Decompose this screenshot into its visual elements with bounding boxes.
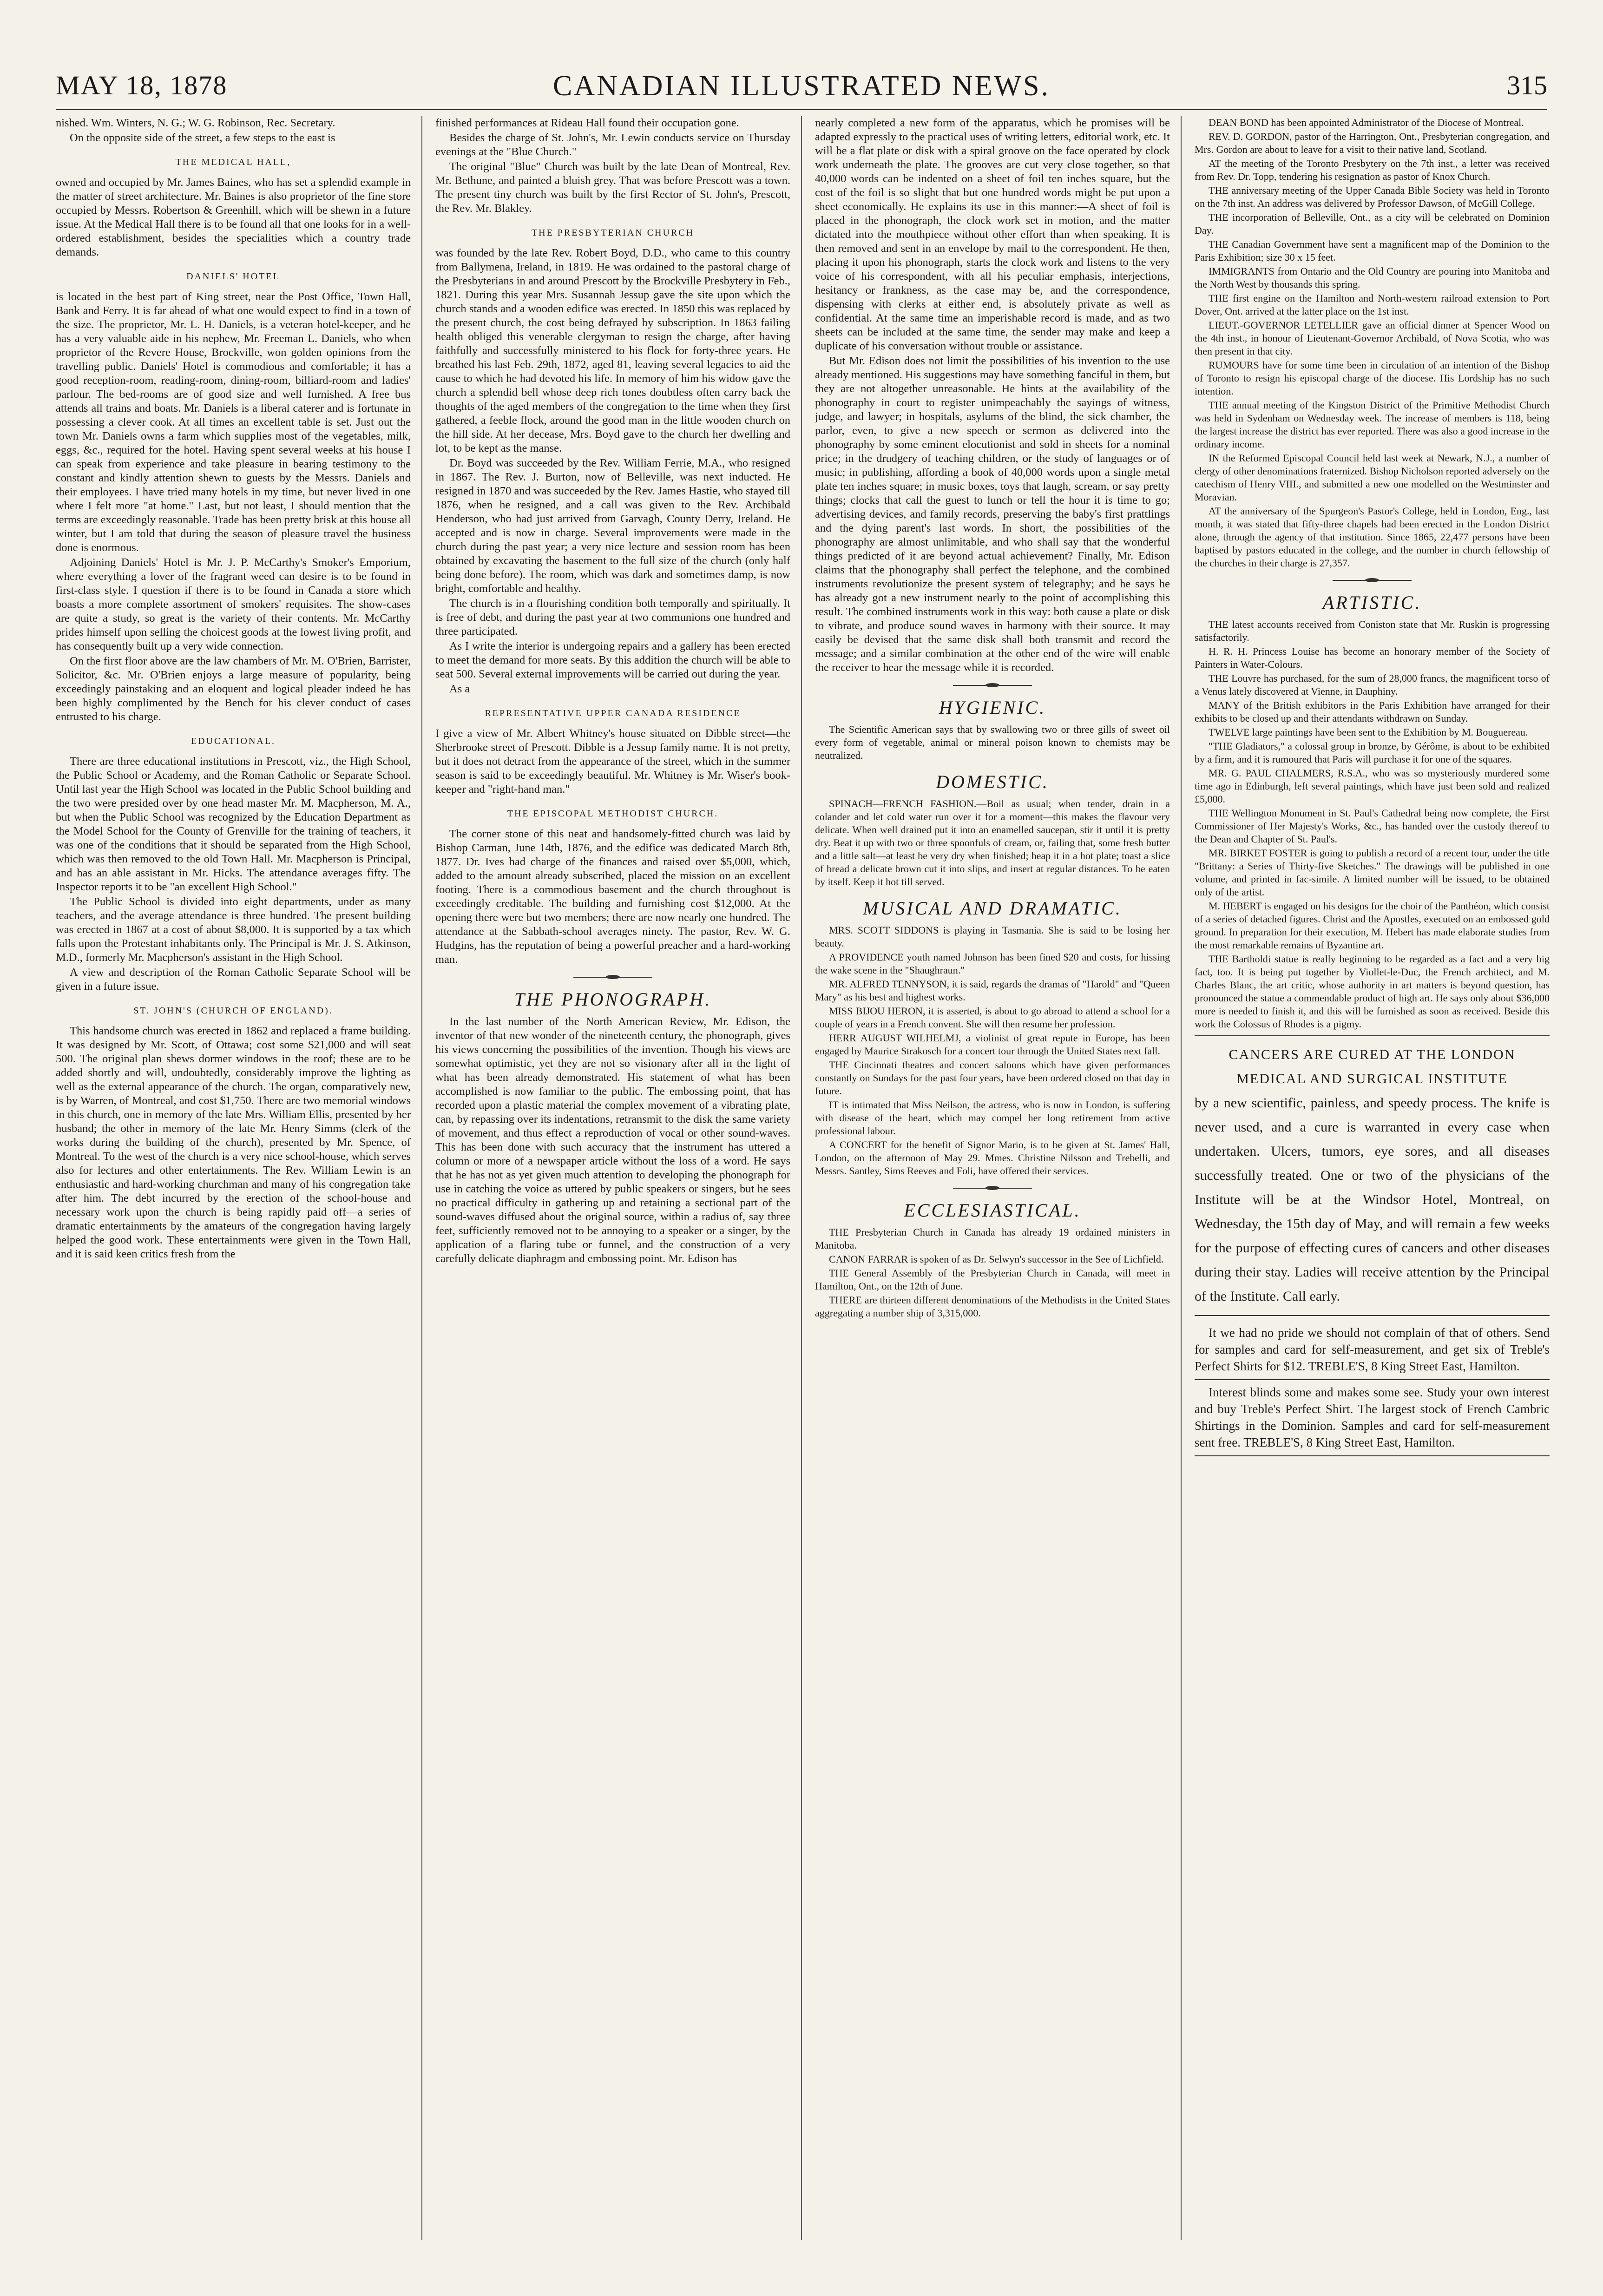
paragraph: MR. BIRKET FOSTER is going to publish a record of a recent tour, under the title "Brittany: a Series of Thirty-five Sketches." The drawings will be published in one volume, and printed in fac-simile. A limited number will be issued, to be obtained only of the artist. xyxy=(1195,847,1550,898)
paragraph: This handsome church was erected in 1862 and replaced a frame building. It was designed by Mr. Scott, of Ottawa; cost some $21,000 and will seat 500. The original plan shews dormer windows in the roof; these are to be added shortly and will, undoubtedly, considerably improve the lighting as well as the external appearance of the church. The organ, comparatively new, is by Warren, of Montreal, and cost $1,750. There are two memorial windows in this church, one in memory of the late Mrs. William Ellis, presented by her husband; the other in memory of the late Mr. Henry Simms (clerk of the works during the building of the church), presented by Mr. Spence, of Montreal. To the west of the church is a very nice school-house, which serves also for lectures and other entertainments. The Rev. William Lewin is an enthusiastic and hard-working churchman and many of his congregation take after him. The debt incurred by the erection of the school-house and necessary work upon the church is being rapidly paid off—a series of dramatic entertainments by the amateurs of the congregation having largely helped the good work. These entertainments were given in the Town Hall, and it is said keen critics fresh from the xyxy=(56,1025,411,1260)
paragraph: nished. Wm. Winters, N. G.; W. G. Robinson, Rec. Secretary. xyxy=(56,117,335,129)
masthead xyxy=(56,70,1547,112)
paragraph: The church is in a flourishing condition both temporally and spiritually. It is free of debt, and during the past year at two communions one hundred and three participated. xyxy=(435,597,790,638)
advertisement-trebles-shirts xyxy=(1195,1321,1550,1380)
paragraph: AT the anniversary of the Spurgeon's Pastor's College, held in London, Eng., last month, it was stated that fifty-three chapels had been erected in the London District alone, through the agency of that institution. Since 1865, 22,477 persons have been baptised by pastors educated in the college, and the number in church fellowship of the churches in their charge is 27,357. xyxy=(1195,505,1550,569)
advertisement-london-institute xyxy=(1195,1035,1550,1316)
paragraph: A PROVIDENCE youth named Johnson has been fined $20 and costs, for hissing the wake scene in the "Shaughraun." xyxy=(815,951,1170,976)
paragraph: On the opposite side of the street, a few steps to the east is xyxy=(70,132,335,144)
paragraph: I give a view of Mr. Albert Whitney's house situated on Dibble street—the Sherbrooke street of Prescott. Dibble is a Jessup family name. It is not pretty, but it does not detract from the appearance of the street, which in the summer season is said to be exceedingly beautiful. Mr. Whitney is Mr. Wiser's book-keeper and "right-hand man." xyxy=(435,727,790,796)
paragraph: THE Louvre has purchased, for the sum of 28,000 francs, the magnificent torso of a Venus lately discovered at Vienne, in Dauphiny. xyxy=(1195,672,1550,697)
section-title-phonograph: THE PHONOGRAPH. xyxy=(514,989,712,1010)
article-columns xyxy=(56,116,1550,2240)
paragraph: As I write the interior is undergoing repairs and a gallery has been erected to meet the demand for more seats. By this addition the church will be able to seat 500. Several external improvements will be carried out during the year. xyxy=(435,640,790,680)
paragraph: MISS BIJOU HERON, it is asserted, is about to go abroad to attend a school for a couple of years in a French convent. She will then resume her profession. xyxy=(815,1005,1170,1030)
paragraph: MRS. SCOTT SIDDONS is playing in Tasmania. She is said to be losing her beauty. xyxy=(815,924,1170,949)
paragraph: CANON FARRAR is spoken of as Dr. Selwyn's successor in the See of Lichfield. xyxy=(829,1253,1164,1265)
advertisement-trebles-cambric xyxy=(1195,1380,1550,1456)
advertisement-text: Interest blinds some and makes some see. Study your own interest and buy Treble's Perfect Shirt. The largest stock of French Cambric Shirtings in the Dominion. Samples and card for self-measurement sent free. TREBLE'S, 8 King Street East, Hamilton. xyxy=(1195,1385,1550,1449)
paragraph: IT is intimated that Miss Neilson, the actress, who is now in London, is suffering with disease of the heart, which may compel her long retirement from active professional labour. xyxy=(815,1099,1170,1137)
paragraph: There are three educational institutions in Prescott, viz., the High School, the Public School or Academy, and the Roman Catholic or Separate School. Until last year the High School was located in the Public School building and the two were presided over by one head master Mr. M. Macpherson, M. A., but when the Public School was recognized by the Education Department as the Model School for the County of Grenville for the training of teachers, it was one of the conditions that it should be separated from the High School, which was then removed to the old Town Hall. Mr. Macpherson is Principal, and has an able assistant in Mr. Hicks. The attendance averages fifty. The Inspector reports it to be "an excellent High School." xyxy=(56,755,411,893)
subheading-methodist-church: THE EPISCOPAL METHODIST CHURCH. xyxy=(507,809,719,819)
paragraph: HERR AUGUST WILHELMJ, a violinist of great repute in Europe, has been engaged by Maurice Strakosch for a concert tour through the United States next fall. xyxy=(815,1032,1170,1057)
paragraph: M. HEBERT is engaged on his designs for the choir of the Panthéon, which consist of a series of detached figures. Christ and the Apostles, executed on an embossed gold ground. In preparation for their execution, M. Hebert has made elaborate studies from the most remarkable remains of Byzantine art. xyxy=(1195,900,1550,951)
paragraph: IMMIGRANTS from Ontario and the Old Country are pouring into Manitoba and the North West by thousands this spring. xyxy=(1195,265,1550,290)
paragraph: In the last number of the North American Review, Mr. Edison, the inventor of that new wonder of the nineteenth century, the phonograph, gives his views concerning the possibilities of the invention. Though his views are somewhat optimistic, yet they are not so visionary after all in the light of what has been already demonstrated. His statement of what has been accomplished is now familiar to the public. The embossing point, that has recorded upon a plastic material the complex movement of a vibrating plate, can, by repassing over its indentations, retransmit to the disk the same variety of movement, and thus effect a reproduction of vocal or other sound-waves. This has been done with such accuracy that the instrument has uttered a column or more of a newspaper article without the loss of a word. He says that he has not as yet given much attention to developing the phonograph for use in catching the voice as uttered by public speakers or singers, but he sees no practical difficulty in gathering up and retaining a sectional part of the sound-waves diffused about the original source, within a radius of, say three feet, sufficiently removed not to be annoying to a speaker or a singer, by the application of a flaring tube or funnel, and the construction of a very carefully delicate diaphragm and embossing point. Mr. Edison has xyxy=(435,1015,790,1265)
paragraph: THE anniversary meeting of the Upper Canada Bible Society was held in Toronto on the 7th inst. An address was delivered by Professor Dawson, of McGill College. xyxy=(1195,184,1550,209)
paragraph: THE first engine on the Hamilton and North-western railroad extension to Port Dover, Ont. arrived at the latter place on the 1st inst. xyxy=(1195,292,1550,317)
paragraph: THE latest accounts received from Coniston state that Mr. Ruskin is progressing satisfactorily. xyxy=(1195,618,1550,643)
column-2 xyxy=(435,116,790,2240)
column-1 xyxy=(56,116,411,2240)
section-title-domestic: DOMESTIC. xyxy=(936,771,1049,792)
advertisement-heading: CANCERS ARE CURED AT THE LONDON MEDICAL AND SURGICAL INSTITUTE xyxy=(1229,1047,1516,1086)
section-title-hygienic: HYGIENIC. xyxy=(939,697,1046,718)
column-3 xyxy=(815,116,1170,2240)
paragraph: finished performances at Rideau Hall found their occupation gone. xyxy=(435,117,739,129)
column-4 xyxy=(1195,116,1550,2240)
issue-date: MAY 18, 1878 xyxy=(56,70,228,100)
paragraph: MR. ALFRED TENNYSON, it is said, regards the dramas of "Harold" and "Queen Mary" as his best and highest works. xyxy=(815,978,1170,1003)
paragraph: As a xyxy=(449,683,470,695)
paragraph: REV. D. GORDON, pastor of the Harrington, Ont., Presbyterian congregation, and Mrs. Gordon are about to leave for a visit to their native land, Scotland. xyxy=(1195,131,1550,155)
paragraph: On the first floor above are the law chambers of Mr. M. O'Brien, Barrister, Solicitor, &c. Mr. O'Brien enjoys a large measure of popularity, being exceedingly painstaking and an eloquent and logical pleader indeed he has been highly complimented by the Bench for his clever conduct of cases entrusted to his charge. xyxy=(56,655,411,723)
paragraph: LIEUT.-GOVERNOR LETELLIER gave an official dinner at Spencer Wood on the 4th inst., in honour of Lieutenant-Governor Archibald, of Nova Scotia, who was then present in that city. xyxy=(1195,319,1550,357)
paragraph: A view and description of the Roman Catholic Separate School will be given in a future issue. xyxy=(56,966,411,993)
subheading-daniels-hotel: DANIELS' HOTEL xyxy=(186,271,280,282)
paragraph: Besides the charge of St. John's, Mr. Lewin conducts service on Thursday evenings at the "Blue Church." xyxy=(435,132,790,158)
paragraph: A CONCERT for the benefit of Signor Mario, is to be given at St. James' Hall, London, on the afternoon of May 29. Mmes. Christine Nilsson and Trebelli, and Messrs. Santley, Sims Reeves and Foli, have offered their services. xyxy=(815,1139,1170,1177)
paragraph: Dr. Boyd was succeeded by the Rev. William Ferrie, M.A., who resigned in 1867. The Rev. J. Burton, now of Belleville, was next inducted. He resigned in 1870 and was succeeded by the Rev. James Hastie, who stayed till 1876, when he resigned, and a call was given to the Rev. Archibald Henderson, who had just arrived from Garvagh, County Derry, Ireland. He accepted and is now in charge. Several improvements were made in the church during the past year; a very nice lecture and session room has been obtained by excavating the basement to the full size of the church (only half being done before). The room, which was dark and sometimes damp, is now bright, comfortable and healthy. xyxy=(435,457,790,595)
newspaper-title: CANADIAN ILLUSTRATED NEWS. xyxy=(552,70,1051,102)
section-separator xyxy=(1333,578,1412,583)
section-separator xyxy=(573,975,652,980)
paragraph: THE Cincinnati theatres and concert saloons which have given performances constantly on Sundays for the past four years, have been ordered closed on that day in future. xyxy=(815,1059,1170,1097)
paragraph: THE annual meeting of the Kingston District of the Primitive Methodist Church was held in Sydenham on Wednesday week. The increase of members is 118, being the largest increase the district has ever reported. There was also a good increase in the ordinary income. xyxy=(1195,399,1550,450)
paragraph: THE Bartholdi statue is really beginning to be regarded as a fact and a very big fact, too. It is being put together by Viollet-le-Duc, the French architect, and M. Charles Blanc, the art critic, whose authority in art matters is beyond question, has pronounced the statue a commendable product of high art. He says only about $36,000 more is needed to finish it, and this will be furnished as soon as received. Beside this work the Colossus of Rhodes is a pigmy. xyxy=(1195,953,1550,1030)
section-title-musical-dramatic: MUSICAL AND DRAMATIC. xyxy=(863,898,1122,919)
paragraph: The Public School is divided into eight departments, under as many teachers, and the average attendance is three hundred. The present building was erected in 1867 at a cost of about $8,000. It is supported by a tax which falls upon the Protestant inhabitants only. The Principal is Mr. J. S. Atkinson, M.D., formerly Mr. Macpherson's assistant in the High School. xyxy=(56,895,411,964)
paragraph: TWELVE large paintings have been sent to the Exhibition by M. Bouguereau. xyxy=(1209,726,1528,738)
section-title-ecclesiastical: ECCLESIASTICAL. xyxy=(904,1200,1081,1221)
paragraph: THE Wellington Monument in St. Paul's Cathedral being now complete, the First Commissioner of Her Majesty's Works, &c., has handed over the custody thereof to the Dean and Chapter of St. Paul's. xyxy=(1195,807,1550,845)
section-separator xyxy=(953,1186,1032,1191)
masthead-rule xyxy=(56,108,1547,110)
paragraph: SPINACH—FRENCH FASHION.—Boil as usual; when tender, drain in a colander and let cold water run over it for a moment—this makes the flavour very delicate. When well drained put it into an enamelled saucepan, stir it until it is pretty dry. Beat it up with two or three spoonfuls of cream, or, failing that, some fresh butter and a little salt—at least be very dry when finished; heap it in a hot plate; toast a slice of bread a delicate brown cut it into slips, and insert at regular distances. To be eaten by itself. Keep it hot till served. xyxy=(815,798,1170,888)
subheading-st-johns: ST. JOHN'S (CHURCH OF ENGLAND). xyxy=(133,1006,333,1016)
paragraph: The original "Blue" Church was built by the late Dean of Montreal, Rev. Mr. Bethune, and painted a bluish grey. That was before Prescott was a town. The present tiny church was built by the first Rector of St. John's, Prescott, the Rev. Mr. Blakley. xyxy=(435,160,790,215)
paragraph: But Mr. Edison does not limit the possibilities of his invention to the use already mentioned. His suggestions may have something fanciful in them, but they are not altogether unreasonable. He hints at the availability of the phonography in court to register unimpeachably the sayings of witness, judge, and lawyer; in hospitals, asylums of the blind, the sick chamber, the parlor, even, to give a new speech or sermon as delivered into the phonography by some eminent elocutionist and sold in sheets for a nominal price; in the drudgery of teaching children, or the study of languages or of music; in publishing, affording a book of 40,000 words upon a single metal plate ten inches square; in music boxes, toys that laugh, scream, or say pretty things; clocks that call the guest to lunch or tell the hour it is time to go; advertising devices, and family records, preserving the baby's first prattlings and the dying parent's last words. In short, the possibilities of the phonography are almost unlimitable, and who shall say that the wonderful things predicted of it are beyond actual achievement? Finally, Mr. Edison claims that the phonography shall perfect the telephone, and the combined instruments revolutionize the present system of telegraphy; and he says he has already got a new instrument nearly to the point of accomplishing this result. The combined instruments work in this way: both cause a plate or disk to vibrate, and produce sound waves in harmony with their source. It may easily be devised that the same disk shall both transmit and record the message; and a similar combination at the other end of the wire will enable the receiver to hear the message while it is recorded. xyxy=(815,355,1170,674)
page-number: 315 xyxy=(1507,70,1547,100)
section-separator xyxy=(953,683,1032,688)
paragraph: IN the Reformed Episcopal Council held last week at Newark, N.J., a number of clergy of other denominations fraternized. Bishop Nicholson reported adversely on the catechism of Henry VIII., and submitted a new one modelled on the Westminster and Moravian. xyxy=(1195,452,1550,503)
paragraph: THE General Assembly of the Presbyterian Church in Canada, will meet in Hamilton, Ont., on the 12th of June. xyxy=(815,1267,1170,1292)
subheading-residence: REPRESENTATIVE UPPER CANADA RESIDENCE xyxy=(485,708,741,718)
paragraph: Adjoining Daniels' Hotel is Mr. J. P. McCarthy's Smoker's Emporium, where everything a lover of the fragrant weed can desire is to be found in first-class style. I question if there is to be found in Canada a store which boasts a more complete assortment of smokers' requisites. The show-cases are quite a study, so great is the variety of their contents. Mr. McCarthy prides himself upon selling the choicest goods at the lowest living profit, and has consequently built up a very wide connection. xyxy=(56,556,411,652)
paragraph: owned and occupied by Mr. James Baines, who has set a splendid example in the matter of street architecture. Mr. Baines is also proprietor of the fine store occupied by Messrs. Robertson & Greenhill, which will be shewn in a future issue. At the Medical Hall there is to be found all that one looks for in a well-ordered establishment, besides the specialities which a country trade demands. xyxy=(56,176,411,258)
subheading-medical-hall: THE MEDICAL HALL, xyxy=(175,157,291,167)
paragraph: THE Canadian Government have sent a magnificent map of the Dominion to the Paris Exhibition; size 30 x 15 feet. xyxy=(1195,238,1550,263)
section-title-artistic: ARTISTIC. xyxy=(1322,592,1422,613)
subheading-educational: EDUCATIONAL. xyxy=(191,736,276,746)
paragraph: THE incorporation of Belleville, Ont., as a city will be celebrated on Dominion Day. xyxy=(1195,211,1550,236)
advertisement-text: It we had no pride we should not complain of that of others. Send for samples and card for self-measurement, and get six of Treble's Perfect Shirts for $12. TREBLE'S, 8 King Street East, Hamilton. xyxy=(1195,1326,1550,1373)
paragraph: was founded by the late Rev. Robert Boyd, D.D., who came to this country from Ballymena, Ireland, in 1819. He was ordained to the pastoral charge of the Presbyterians in and around Prescott by the Brockville Presbytery in Feb., 1821. During this year Mrs. Susannah Jessup gave the site upon which the church stands and a wooden edifice was erected. In 1850 this was replaced by the present church, the cost being defrayed by subscription. In 1863 failing health obliged this venerable clergyman to resign the charge, after having faithfully and successfully ministered to his flock for forty-three years. He breathed his last Feb. 29th, 1872, aged 81, leaving several legacies to aid the cause to which he had devoted his life. In memory of him his widow gave the church a splendid bell whose deep rich tones doubtless often carry back the thoughts of the aged members of the congregation to the time when they first gathered, a feeble flock, around the good man in the little wooden church on the hill side. At her decease, Mrs. Boyd gave to the church her dwelling and lot, to be kept as the manse. xyxy=(435,247,790,454)
paragraph: nearly completed a new form of the apparatus, which he promises will be adapted expressly to the practical uses of writing letters, editorial work, etc. It will be a flat plate or disk with a spiral groove on the face operated by clock work underneath the plate. The grooves are cut very close together, so that 40,000 words can be indented on a sheet of foil ten inches square, but the cost of the foil is so slight that but one hundred words might be put upon a sheet economically. He explains its use in this manner:—A sheet of foil is placed in the phonograph, the clock work set in motion, and the matter dictated into the mouthpiece without other effort than when speaking. It is then removed and sent in an envelope by mail to the correspondent. He then, placing it upon his phonograph, starts the clock work and listens to the very voice of his correspondent, with all his peculiar emphasis, interjections, hesitancy or frankness, as the case may be, and the correspondence, dispensing with clerks at either end, is absolutely private as well as confidential. At the same time an imperishable record is made, and as two sheets can be included at the same time, the sender may make and keep a duplicate of his conversation without trouble or assistance. xyxy=(815,117,1170,352)
paragraph: "THE Gladiators," a colossal group in bronze, by Gérôme, is about to be exhibited by a firm, and it is rumoured that Paris will purchase it for one of the squares. xyxy=(1195,740,1550,765)
paragraph: H. R. H. Princess Louise has become an honorary member of the Society of Painters in Water-Colours. xyxy=(1195,645,1550,670)
paragraph: DEAN BOND has been appointed Administrator of the Diocese of Montreal. xyxy=(1209,117,1524,128)
paragraph: THE Presbyterian Church in Canada has already 19 ordained ministers in Manitoba. xyxy=(815,1226,1170,1251)
advertisement-body: by a new scientific, painless, and speedy process. The knife is never used, and a cure is warranted in every case when undertaken. Ulcers, tumors, eye sores, and all diseases successfully treated. One or two of the physicians of the Institute will be at the Windsor Hotel, Montreal, on Wednesday, the 15th day of May, and will remain a few weeks for the purpose of effecting cures of cancers and other diseases during their stay. Ladies will receive attention by the Principal of the Institute. Call early. xyxy=(1195,1095,1550,1304)
paragraph: MR. G. PAUL CHALMERS, R.S.A., who was so mysteriously murdered some time ago in Edinburgh, left several paintings, which have just been sold and realized £5,000. xyxy=(1195,767,1550,805)
paragraph: The corner stone of this neat and handsomely-fitted church was laid by Bishop Carman, June 14th, 1876, and the edifice was dedicated March 8th, 1877. Dr. Ives had charge of the finances and raised over $5,000, which, added to the amount already subscribed, placed the mission on an excellent footing. There is a commodious basement and the church throughout is exceedingly creditable. The building and furnishing cost $12,000. At the opening there were but two members; there are now nearly one hundred. The attendance at the Sabbath-school averages ninety. The pastor, Rev. W. G. Hudgins, has the reputation of being a powerful preacher and a hard-working man. xyxy=(435,828,790,966)
paragraph: is located in the best part of King street, near the Post Office, Town Hall, Bank and Ferry. It is far ahead of what one would expect to find in a town of the size. The proprietor, Mr. L. H. Daniels, is a veteran hotel-keeper, and he has a very valuable aide in his nephew, Mr. Freeman L. Daniels, who when proprietor of the Revere House, Brockville, won golden opinions from the travelling public. Daniels' Hotel is commodious and comfortable; it has a good reception-room, reading-room, dining-room, billiard-room and ladies' parlour. The bed-rooms are of good size and well furnished. A free bus attends all trains and boats. Mr. Daniels is a liberal caterer and is fortunate in possessing a clever cook. At all times an excellent table is set. Just out the town Mr. Daniels owns a farm which supplies most of the vegetables, milk, eggs, &c., required for the hotel. Having spent several weeks at his house I can speak from experience and take pleasure in bearing testimony to the constant and kindly attention shewn to guests by the Messrs. Daniels and their employees. I have tried many hotels in my time, but never lived in one where I felt more "at home." Last, but not least, I should mention that the terms are exceedingly reasonable. Trade has been pretty brisk at this house all winter, but I am told that during the season of pleasure travel the business done is enormous. xyxy=(56,290,411,554)
paragraph: RUMOURS have for some time been in circulation of an intention of the Bishop of Toronto to resign his episcopal charge of the diocese. His Lordship has no such intention. xyxy=(1195,359,1550,397)
paragraph: THERE are thirteen different denominations of the Methodists in the United States aggregating a number ship of 3,315,000. xyxy=(815,1294,1170,1319)
paragraph: AT the meeting of the Toronto Presbytery on the 7th inst., a letter was received from Rev. Dr. Topp, tendering his resignation as pastor of Knox Church. xyxy=(1195,158,1550,182)
paragraph: MANY of the British exhibitors in the Paris Exhibition have arranged for their exhibits to be closed up and their attendants withdrawn on Sunday. xyxy=(1195,699,1550,724)
subheading-presbyterian-church: THE PRESBYTERIAN CHURCH xyxy=(531,228,695,238)
paragraph: The Scientific American says that by swallowing two or three gills of sweet oil every form of vegetable, animal or mineral poison known to chemists may be neutralized. xyxy=(815,724,1170,761)
